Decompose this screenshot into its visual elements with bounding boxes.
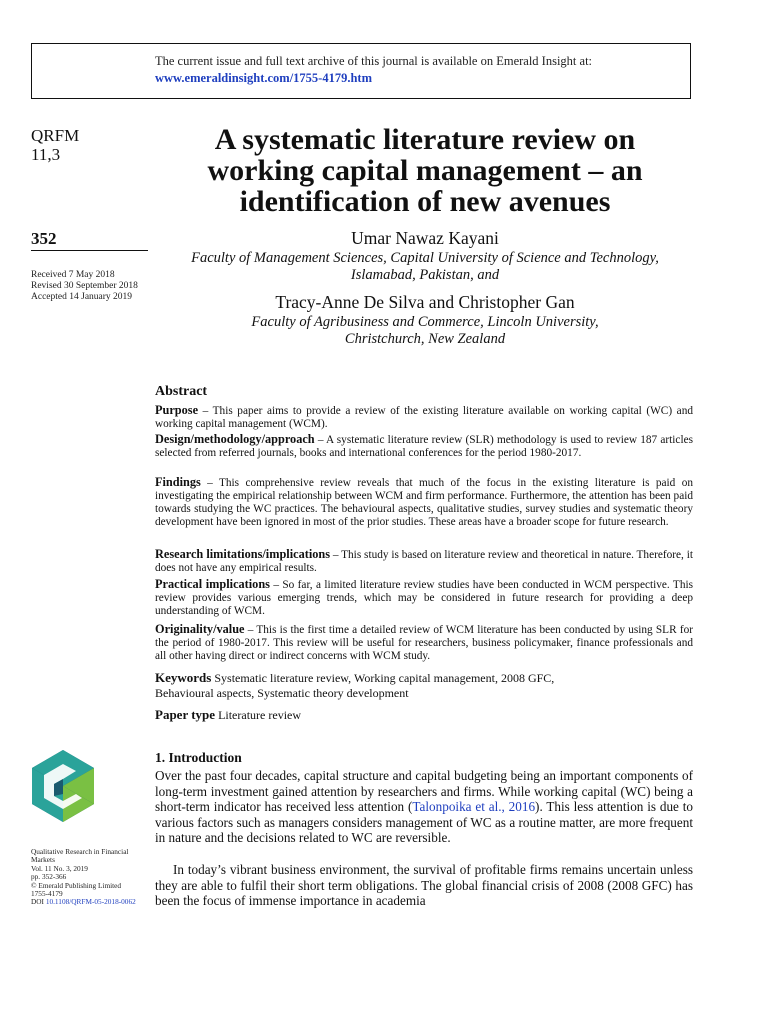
page-number: 352 [31,229,57,248]
limitations-text: – This study is based on literature review and theoretical in nature. Therefore, it does not have any empirical results. [155,549,693,574]
journal-info [31,848,151,907]
citation-link[interactable]: Talonpoika et al., 2016 [412,799,536,815]
originality-text: – This is the first time a detailed review of WCM literature has been conducted by using SLR for the period of 1980-2017. This review will be useful for researchers, business policymaker, finance professionals and all other having direct or indirect concerns with WCM study. [155,624,693,662]
emerald-logo-icon [30,748,96,824]
keywords [155,670,693,701]
design-text: – A systematic literature review (SLR) methodology is used to review 187 articles selected from referred journals, books and international conferences for the period 1980-2017. [155,434,693,459]
journal-name: Markets [31,855,55,865]
affiliation-1 [155,250,695,284]
affiliation-line: Faculty of Management Sciences, Capital University of Science and Technology, [191,250,659,266]
intro-paragraph-1 [155,768,693,846]
intro-paragraph-2: In today’s vibrant business environment, the survival of profitable firms remains uncertain unless they are able to fulfil their short term obligations. The global financial crisis of 2008 (2008 GFC) has been the focus of immense importance in academia [155,862,693,909]
accepted-date: Accepted 14 January 2019 [31,292,133,302]
affiliation-2 [155,314,695,348]
purpose-label: Purpose [155,403,199,417]
received-date: Received 7 May 2018 [31,270,115,280]
abstract-originality [155,623,693,663]
abstract-design [155,433,693,460]
findings-text: – This comprehensive review reveals that much of the focus in the existing literature is paid on investigating the empirical relationship between WCM and firm performance. Furthermore, the attention has been paid towards studying the WC practices. The behavioural aspects, qualitative studies, survey studies and systematic theory development have been ignored in most of the prior studies. These areas have a broader scope for future research. [155,477,693,528]
abstract-heading: Abstract [155,384,208,399]
revised-date: Revised 30 September 2018 [31,281,138,291]
practical-label: Practical implications [155,577,270,591]
findings-label: Findings [155,475,201,489]
section-heading-introduction: 1. Introduction [155,750,242,765]
journal-name: Qualitative Research in Financial [31,847,129,856]
page-number-rule [31,250,148,251]
title-line: A systematic literature review on [214,123,636,156]
author-1: Umar Nawaz Kayani [351,228,499,248]
purpose-text: – This paper aims to provide a review of the existing literature available on working capital (WC) and working capital management (WCM). [155,405,693,430]
paper-type-label: Paper type [155,707,216,722]
abstract-purpose [155,404,693,431]
banner-text: The current issue and full text archive of this journal is available on Emerald Insight at: [155,54,593,68]
doi-label: DOI [31,897,44,907]
abstract-limitations [155,548,693,575]
article-dates [31,270,138,303]
abstract-practical [155,578,693,618]
journal-abbrev: QRFM [31,126,80,145]
affiliation-line: Faculty of Agribusiness and Commerce, Lincoln University, [251,314,599,330]
article-title [155,124,695,217]
design-label: Design/methodology/approach [155,432,315,446]
intro-text: ). This less attention is due to various factors such as managers considers management of WC as a routine matter, are more frequent in nature and the decisions related to WC are reversible. [155,799,693,846]
paper-type [155,707,693,723]
affiliation-line: Islamabad, Pakistan, and [350,267,500,283]
keywords-text: Behavioural aspects, Systematic theory development [155,686,409,700]
limitations-label: Research limitations/implications [155,547,331,561]
paper-type-text: Literature review [218,708,302,722]
volume-line: Vol. 11 No. 3, 2019 [31,863,88,873]
publisher-line: © Emerald Publishing Limited [31,880,122,890]
issn-line: 1755-4179 [31,889,63,899]
journal-banner [31,43,691,99]
intro-text: Over the past four decades, capital structure and capital budgeting being an important components of long-term investment gained attention by researchers and firms. While working capital (WC) being a short-term indicator has received less attention ( [155,768,693,815]
title-line: working capital management – an [207,154,643,187]
volume-issue: 11,3 [31,145,61,164]
journal-code [31,126,151,164]
affiliation-line: Christchurch, New Zealand [344,331,506,347]
keywords-label: Keywords [155,670,212,685]
originality-label: Originality/value [155,622,245,636]
author-2: Tracy-Anne De Silva and Christopher Gan [275,292,575,312]
practical-text: – So far, a limited literature review studies have been conducted in WCM perspective. This review provides various emerging trends, which may be considered in future research for providing a deep understanding of WCM. [155,579,693,617]
title-line: identification of new avenues [239,185,611,218]
abstract-findings [155,476,693,529]
journal-link[interactable]: www.emeraldinsight.com/1755-4179.htm [155,71,372,85]
doi-link[interactable]: 10.1108/QRFM-05-2018-0062 [45,897,136,907]
pages-line: pp. 352-366 [31,872,67,882]
keywords-text: Systematic literature review, Working capital management, 2008 GFC, [214,671,555,685]
